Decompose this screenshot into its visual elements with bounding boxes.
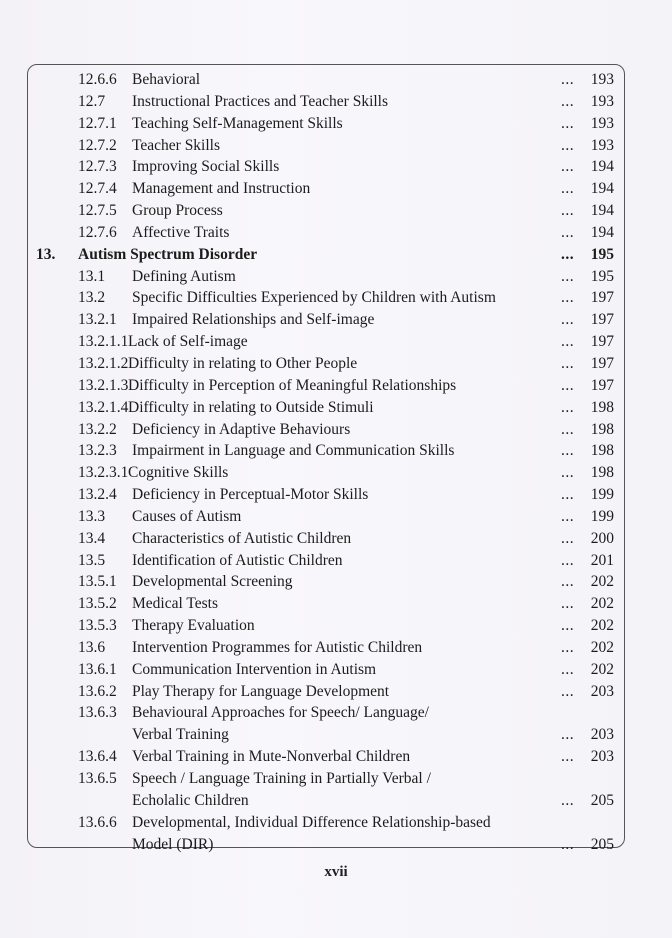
toc-entry-title: Communication Intervention in Autism xyxy=(132,660,377,678)
toc-entry-title: Lack of Self-image xyxy=(128,333,248,351)
toc-entry-title: Impaired Relationships and Self-image xyxy=(132,311,375,329)
toc-entry-title: Difficulty in relating to Outside Stimuli xyxy=(128,398,374,416)
toc-entry-number: 13.6.5 xyxy=(78,770,117,787)
toc-entry xyxy=(28,462,624,484)
toc-entry-title: Teacher Skills xyxy=(132,136,221,154)
toc-leader-dots: ... xyxy=(561,617,575,635)
toc-entry-title: Difficulty in relating to Other People xyxy=(128,354,358,372)
toc-entry-title: Impairment in Language and Communication Skills xyxy=(132,442,455,460)
toc-entry xyxy=(28,768,624,790)
toc-entry-page: 193 xyxy=(590,71,614,88)
toc-entry-number: 12.7.4 xyxy=(78,180,117,198)
toc-entry-number: 13.2.4 xyxy=(78,486,117,504)
toc-entry-title: Deficiency in Adaptive Behaviours xyxy=(132,420,351,438)
toc-leader-dots: ... xyxy=(561,289,575,307)
toc-entry-page: 198 xyxy=(590,420,614,438)
toc-entry-number: 12.6.6 xyxy=(78,71,117,88)
page-number-folio: xvii xyxy=(324,864,348,880)
toc-entry-number: 12.7 xyxy=(78,92,106,110)
toc-entry-page: 194 xyxy=(590,180,614,198)
toc-entry xyxy=(28,440,624,462)
toc-entry-title: Developmental, Individual Difference Relationship-based xyxy=(132,813,491,831)
toc-entry xyxy=(28,550,624,572)
toc-entry-title: Deficiency in Perceptual-Motor Skills xyxy=(132,486,369,504)
toc-entry-title: Verbal Training xyxy=(132,726,229,744)
toc-entry-title: Autism Spectrum Disorder xyxy=(78,245,258,263)
toc-entry-number: 13.2.2 xyxy=(78,420,117,438)
toc-entry-page: 197 xyxy=(590,289,614,307)
toc-entry xyxy=(28,309,624,331)
toc-entry xyxy=(28,331,624,353)
toc-leader-dots: ... xyxy=(561,398,575,416)
toc-leader-dots: ... xyxy=(561,245,575,263)
toc-entry xyxy=(28,484,624,506)
toc-entry-number: 13.5.2 xyxy=(78,595,117,613)
toc-entry-page: 205 xyxy=(590,791,614,809)
toc-entry-page: 202 xyxy=(590,595,614,613)
toc-leader-dots: ... xyxy=(561,529,575,547)
toc-entry-page: 202 xyxy=(590,660,614,678)
toc-leader-dots: ... xyxy=(561,267,575,285)
toc-entry-page: 194 xyxy=(590,202,614,220)
toc-entry-page: 203 xyxy=(590,726,614,744)
toc-leader-dots: ... xyxy=(561,464,575,482)
toc-entry-title: Behavioral xyxy=(132,71,201,88)
toc-leader-dots: ... xyxy=(561,354,575,372)
toc-entry-page: 194 xyxy=(590,223,614,241)
toc-entry xyxy=(28,353,624,375)
toc-leader-dots: ... xyxy=(561,791,575,809)
toc-entry xyxy=(28,659,624,681)
toc-entry xyxy=(28,702,624,724)
toc-entry-page: 197 xyxy=(590,354,614,372)
toc-entry-page: 199 xyxy=(590,507,614,525)
toc-entry-page: 199 xyxy=(590,486,614,504)
toc-entry-page: 202 xyxy=(590,617,614,635)
toc-entry-title: Group Process xyxy=(132,202,223,220)
toc-entry-page: 195 xyxy=(590,267,614,285)
toc-entry xyxy=(28,178,624,200)
toc-entry-number: 12.7.5 xyxy=(78,202,117,220)
toc-entry-title: Model (DIR) xyxy=(132,835,214,853)
toc-entry xyxy=(28,593,624,615)
toc-entry-title: Characteristics of Autistic Children xyxy=(132,529,352,547)
toc-entry-page: 193 xyxy=(590,136,614,154)
toc-entry xyxy=(28,419,624,441)
toc-entry-page: 202 xyxy=(590,573,614,591)
toc-entry-number: 13.2.1.4 xyxy=(78,398,129,416)
table-of-contents-box xyxy=(27,64,625,853)
toc-leader-dots: ... xyxy=(561,223,575,241)
toc-entry-page: 197 xyxy=(590,376,614,394)
toc-leader-dots: ... xyxy=(561,92,575,110)
toc-entry xyxy=(28,528,624,550)
toc-entry-page: 200 xyxy=(590,529,614,547)
toc-entry-number: 13.1 xyxy=(78,267,106,285)
toc-entry-number: 13.6.1 xyxy=(78,660,117,678)
toc-leader-dots: ... xyxy=(561,660,575,678)
toc-leader-dots: ... xyxy=(561,180,575,198)
toc-entry-title: Play Therapy for Language Development xyxy=(132,682,390,700)
toc-entry xyxy=(28,790,624,812)
toc-entry-number: 13.2.1.1 xyxy=(78,333,129,351)
toc-entry xyxy=(28,637,624,659)
toc-leader-dots: ... xyxy=(561,573,575,591)
toc-entry-number: 13.6 xyxy=(78,638,106,656)
toc-entry-page: 198 xyxy=(590,398,614,416)
toc-entry xyxy=(28,91,624,113)
toc-entry-number: 13.5.1 xyxy=(78,573,117,591)
toc-leader-dots: ... xyxy=(561,595,575,613)
toc-entry-page: 194 xyxy=(590,158,614,176)
toc-entry xyxy=(28,812,624,834)
toc-entry-number: 13. xyxy=(36,245,56,263)
toc-entry-number: 13.4 xyxy=(78,529,106,547)
toc-leader-dots: ... xyxy=(561,136,575,154)
toc-leader-dots: ... xyxy=(561,551,575,569)
toc-leader-dots: ... xyxy=(561,158,575,176)
toc-leader-dots: ... xyxy=(561,748,575,766)
toc-entry xyxy=(28,200,624,222)
toc-entry-page: 193 xyxy=(590,114,614,132)
toc-entry xyxy=(28,746,624,768)
toc-entry xyxy=(28,69,624,91)
toc-entry-number: 13.5 xyxy=(78,551,106,569)
toc-leader-dots: ... xyxy=(561,442,575,460)
toc-leader-dots: ... xyxy=(561,71,575,88)
toc-leader-dots: ... xyxy=(561,333,575,351)
toc-leader-dots: ... xyxy=(561,682,575,700)
toc-entry-title: Behavioural Approaches for Speech/ Language/ xyxy=(132,704,429,722)
toc-leader-dots: ... xyxy=(561,114,575,132)
toc-chapter-entry xyxy=(28,244,624,266)
toc-entry-title: Defining Autism xyxy=(132,267,236,285)
toc-entry-title: Echolalic Children xyxy=(132,791,249,809)
toc-entry-number: 13.2 xyxy=(78,289,106,307)
toc-entry-title: Therapy Evaluation xyxy=(132,617,255,635)
toc-entry-page: 193 xyxy=(590,92,614,110)
toc-entry-title: Improving Social Skills xyxy=(132,158,280,176)
toc-entry-title: Affective Traits xyxy=(132,223,230,241)
toc-entry xyxy=(28,113,624,135)
toc-entry-number: 13.6.3 xyxy=(78,704,117,722)
toc-entry xyxy=(28,506,624,528)
toc-entry xyxy=(28,375,624,397)
toc-entry-number: 13.6.2 xyxy=(78,682,117,700)
toc-entry-number: 13.2.3.1 xyxy=(78,464,129,482)
toc-list xyxy=(28,69,624,855)
toc-entry-number: 13.6.6 xyxy=(78,813,117,831)
toc-entry-title: Verbal Training in Mute-Nonverbal Children xyxy=(132,748,411,766)
toc-entry-title: Teaching Self-Management Skills xyxy=(132,114,343,132)
toc-entry-number: 12.7.2 xyxy=(78,136,117,154)
toc-leader-dots: ... xyxy=(561,202,575,220)
toc-entry-title: Developmental Screening xyxy=(132,573,293,591)
toc-entry-page: 202 xyxy=(590,638,614,656)
toc-entry-number: 13.2.1.3 xyxy=(78,376,129,394)
toc-leader-dots: ... xyxy=(561,376,575,394)
toc-entry-title: Specific Difficulties Experienced by Children with Autism xyxy=(132,289,496,307)
toc-entry-number: 13.5.3 xyxy=(78,617,117,635)
toc-entry xyxy=(28,156,624,178)
toc-entry-title: Intervention Programmes for Autistic Children xyxy=(132,638,423,656)
toc-entry-number: 12.7.1 xyxy=(78,114,117,132)
toc-entry-title: Speech / Language Training in Partially Verbal / xyxy=(132,770,431,787)
toc-entry-page: 198 xyxy=(590,442,614,460)
toc-leader-dots: ... xyxy=(561,420,575,438)
toc-entry-page: 201 xyxy=(590,551,614,569)
toc-entry-title: Difficulty in Perception of Meaningful Relationships xyxy=(128,376,457,394)
toc-entry-page: 198 xyxy=(590,464,614,482)
toc-entry xyxy=(28,266,624,288)
toc-entry-page: 197 xyxy=(590,311,614,329)
toc-entry-number: 13.2.3 xyxy=(78,442,117,460)
toc-entry-title: Identification of Autistic Children xyxy=(132,551,343,569)
toc-entry-number: 13.2.1 xyxy=(78,311,117,329)
toc-entry xyxy=(28,571,624,593)
toc-entry-page: 197 xyxy=(590,333,614,351)
toc-entry-number: 12.7.6 xyxy=(78,223,117,241)
toc-entry xyxy=(28,615,624,637)
toc-leader-dots: ... xyxy=(561,726,575,744)
toc-entry-title: Cognitive Skills xyxy=(128,464,229,482)
toc-entry xyxy=(28,287,624,309)
toc-entry xyxy=(28,222,624,244)
toc-entry xyxy=(28,397,624,419)
toc-entry-page: 203 xyxy=(590,748,614,766)
toc-entry-title: Instructional Practices and Teacher Skills xyxy=(132,92,389,110)
toc-entry-number: 13.3 xyxy=(78,507,106,525)
toc-entry-page: 205 xyxy=(590,835,614,853)
toc-entry xyxy=(28,681,624,703)
toc-leader-dots: ... xyxy=(561,835,575,853)
toc-leader-dots: ... xyxy=(561,486,575,504)
toc-leader-dots: ... xyxy=(561,507,575,525)
toc-entry xyxy=(28,724,624,746)
toc-entry-number: 12.7.3 xyxy=(78,158,117,176)
toc-entry-number: 13.2.1.2 xyxy=(78,354,129,372)
toc-entry xyxy=(28,135,624,157)
toc-entry-title: Management and Instruction xyxy=(132,180,311,198)
toc-entry-number: 13.6.4 xyxy=(78,748,117,766)
toc-leader-dots: ... xyxy=(561,311,575,329)
toc-entry xyxy=(28,834,624,856)
toc-leader-dots: ... xyxy=(561,638,575,656)
toc-entry-page: 195 xyxy=(590,245,614,263)
toc-entry-title: Medical Tests xyxy=(132,595,219,613)
toc-entry-title: Causes of Autism xyxy=(132,507,242,525)
toc-entry-page: 203 xyxy=(590,682,614,700)
